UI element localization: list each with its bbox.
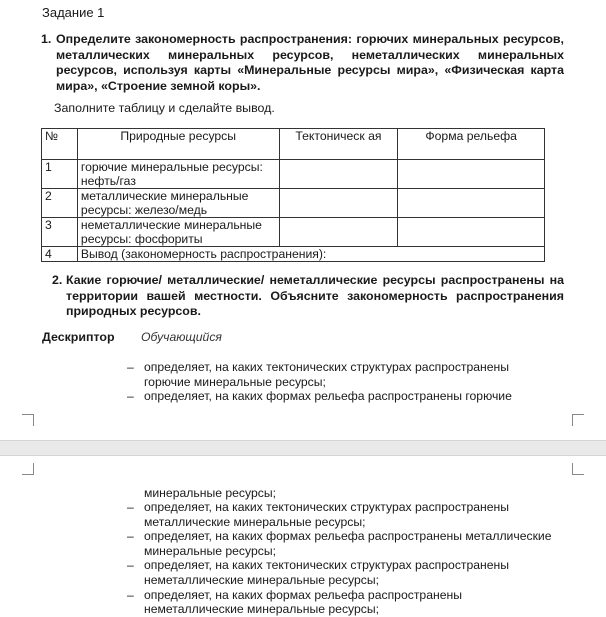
list-item [127, 558, 557, 587]
table-header-row [42, 129, 545, 160]
page-break [0, 440, 606, 456]
row-number: 1 [42, 160, 78, 189]
question-1-text: Определите закономерность распространения: горючих минеральных ресурсов, металлических минеральных ресурсов, неметаллических минеральных ресурсов, используя карты «Минеральные ресурсы мира», «Физическая карта мира», «Строение земной коры». [56, 32, 564, 93]
page-corner-mark [572, 463, 584, 475]
descriptor-continuation: минеральные ресурсы; [144, 486, 276, 500]
tectonic-cell[interactable] [279, 189, 398, 218]
bullet-dash: – [127, 529, 134, 544]
fill-instruction: Заполните таблицу и сделайте вывод. [54, 101, 275, 115]
descriptor-list-page-2 [127, 500, 557, 617]
relief-cell[interactable] [398, 189, 545, 218]
question-1 [41, 32, 564, 94]
list-item [127, 360, 557, 389]
bullet-dash: – [127, 587, 134, 602]
table-row [42, 160, 545, 189]
descriptor-label: Дескриптор [42, 330, 115, 344]
page-corner-mark [572, 414, 584, 426]
descriptor-text: определяет, на каких формах рельефа распространены неметаллические минеральные ресурсы; [144, 587, 462, 617]
row-resource: металлические минеральные ресурсы: железо/медь [77, 189, 279, 218]
resources-table [41, 128, 545, 262]
descriptor-text: определяет, на каких тектонических структурах распространены неметаллические минеральные ресурсы; [144, 558, 510, 587]
row-number: 2 [42, 189, 78, 218]
row-number: 3 [42, 218, 78, 247]
header-relief: Форма рельефа [398, 129, 545, 160]
bullet-dash: – [127, 360, 134, 374]
question-2 [52, 273, 564, 320]
question-2-number: 2. [52, 273, 63, 287]
header-resources: Природные ресурсы [77, 129, 279, 160]
header-number: № [42, 129, 78, 160]
descriptor-text: определяет, на каких тектонических структурах распространены металлические минеральные ресурсы; [144, 500, 510, 529]
header-tectonic: Тектоническ ая [279, 129, 398, 160]
descriptor-text: определяет, на каких формах рельефа распространены горючие [144, 389, 512, 404]
descriptor-text: определяет, на каких тектонических структурах распространены горючие минеральные ресурсы; [144, 360, 510, 389]
list-item [127, 529, 557, 558]
list-item [127, 588, 557, 617]
descriptor-text: определяет, на каких формах рельефа распространены металлические минеральные ресурсы; [144, 529, 552, 558]
row-resource: неметаллические минеральные ресурсы: фосфориты [77, 218, 279, 247]
table-row [42, 189, 545, 218]
document-page-2 [0, 456, 606, 617]
task-title: Задание 1 [42, 5, 105, 20]
tectonic-cell[interactable] [279, 218, 398, 247]
relief-cell[interactable] [398, 218, 545, 247]
conclusion-cell[interactable]: Вывод (закономерность распространения): [77, 247, 544, 262]
page-corner-mark [22, 414, 34, 426]
list-item [127, 500, 557, 529]
question-1-number: 1. [41, 32, 52, 46]
row-number: 4 [42, 247, 78, 262]
bullet-dash: – [127, 389, 134, 404]
table-row [42, 218, 545, 247]
conclusion-row [42, 247, 545, 262]
tectonic-cell[interactable] [279, 160, 398, 189]
page-corner-mark [22, 463, 34, 475]
bullet-dash: – [127, 500, 134, 514]
descriptor-list-page-1 [127, 360, 557, 404]
row-resource: горючие минеральные ресурсы: нефть/газ [77, 160, 279, 189]
list-item [127, 389, 557, 404]
question-2-text: Какие горючие/ металлические/ неметаллические ресурсы распространены на территории вашей местности. Объясните закономерность распространения природных ресурсов. [66, 273, 564, 318]
student-label: Обучающийся [141, 330, 222, 344]
bullet-dash: – [127, 558, 134, 573]
relief-cell[interactable] [398, 160, 545, 189]
